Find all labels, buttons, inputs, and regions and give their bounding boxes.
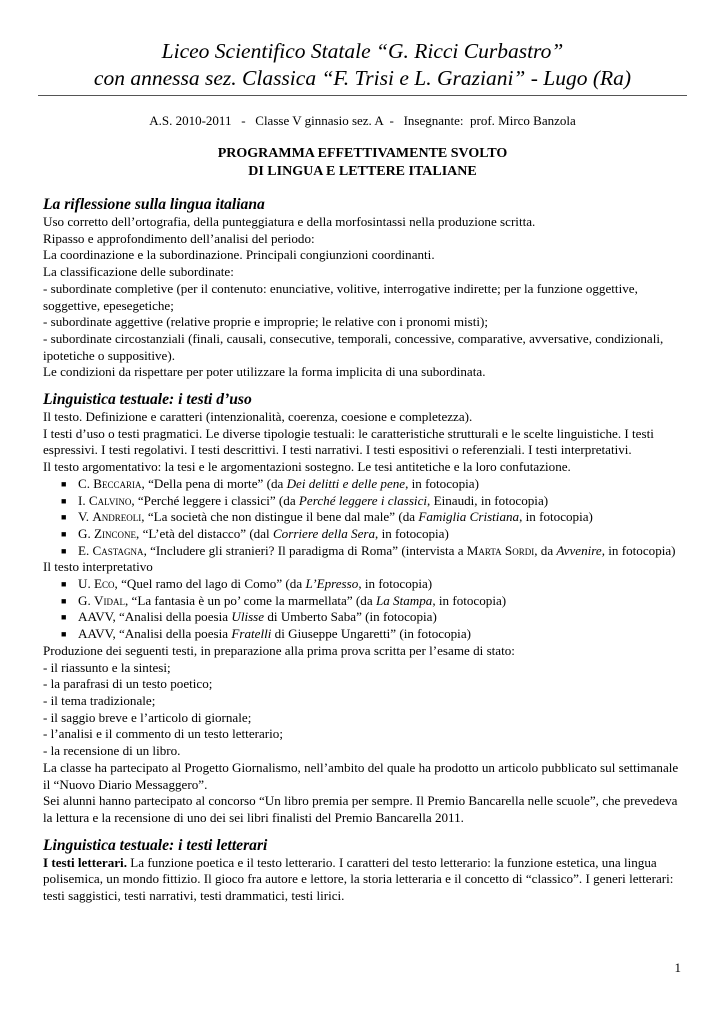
bullet-square-icon: ■ [61, 612, 67, 623]
bullet-square-icon: ■ [61, 528, 67, 539]
section-heading-lingua: La riflessione sulla lingua italiana [43, 196, 265, 213]
item-text: , “Quel ramo del lago di Como” (da [114, 576, 306, 592]
author-initial: C. [78, 475, 94, 491]
author-name: Beccaria [93, 475, 142, 491]
header-line-1: Liceo Scientifico Statale “G. Ricci Curbastro” [161, 39, 564, 63]
section-lingua-body [43, 214, 688, 381]
source-title: L’Epresso [305, 576, 359, 592]
item-text: , “Perché leggere i classici” (da [131, 492, 299, 508]
source-title: Fratelli [231, 626, 272, 642]
item-text: , “Della pena di morte” (da [141, 475, 287, 491]
item-text: , “Includere gli stranieri? Il paradigma di Roma” (intervista a [143, 542, 467, 558]
source-title: Corriere della Sera [272, 525, 376, 541]
bullet-square-icon: ■ [61, 629, 67, 640]
author-initial: V. [78, 509, 93, 525]
header-line-2: con annessa sez. Classica “F. Trisi e L. Graziani” - Lugo (Ra) [93, 66, 632, 90]
author-name: Andreoli [92, 509, 142, 525]
bullet-square-icon: ■ [61, 595, 67, 606]
reading-list-item [43, 626, 688, 643]
paragraph-line: Sei alunni hanno partecipato al concorso “Un libro premia per sempre. Il Premio Bancarella nelle scuole”, che prevedeva la lettura e la recensione di uno dei sei libri finalisti del Premio Bancarella 2011. [43, 793, 678, 825]
paragraph-line: Il testo interpretativo [43, 559, 153, 575]
author-initial: I. [78, 492, 89, 508]
item-text: di Umberto Saba” (in fotocopia) [264, 609, 437, 625]
lead-term: I testi letterari. [43, 854, 127, 870]
source-title: Famiglia Cristiana [418, 509, 520, 525]
item-text: , da [534, 542, 557, 558]
document-body [43, 195, 688, 905]
source-title: La Stampa [375, 592, 433, 608]
item-text: AAVV, “Analisi della poesia [78, 609, 232, 625]
paragraph-line: - il saggio breve e l’articolo di giornale; [43, 709, 252, 725]
paragraph-line: - il riassunto e la sintesi; [43, 659, 171, 675]
paragraph-line: - subordinate completive (per il contenuto: enunciative, volitive, interrogative indirette; per la funzione oggettive, soggettive, epesegetiche; [43, 280, 638, 313]
section-heading-testi-letterari: Linguistica testuale: i testi letterari [43, 836, 268, 854]
author-name: Zincone [94, 525, 137, 541]
reading-list-item [43, 576, 688, 593]
source-title: Ulisse [231, 609, 265, 625]
paragraph-line: Produzione dei seguenti testi, in preparazione alla prima prova scritta per l’esame di stato: [43, 642, 515, 658]
paragraph-line: La coordinazione e la subordinazione. Principali congiunzioni coordinanti. [43, 247, 435, 263]
bullet-square-icon: ■ [61, 478, 67, 489]
bullet-square-icon: ■ [61, 545, 67, 556]
author-name: Calvino [88, 492, 132, 508]
author-initial: E. [78, 542, 93, 558]
class-info: A.S. 2010-2011 - Classe V ginnasio sez. A - Insegnante: prof. Mirco Banzola [149, 113, 576, 128]
item-text: , in fotocopia) [358, 576, 433, 592]
section-testi-uso-body [43, 409, 688, 827]
item-text: , Einaudi, in fotocopia) [427, 492, 549, 508]
bullet-square-icon: ■ [61, 579, 67, 590]
item-text: , “La fantasia è un po’ come la marmellata” (da [124, 592, 376, 608]
source-title: Perché leggere i classici [298, 492, 428, 508]
reading-list-item [43, 526, 688, 543]
paragraph-line: - subordinate circostanziali (finali, causali, consecutive, temporali, concessive, comparative, avversative, condizionali, ipotetiche o suppositive). [43, 330, 664, 363]
item-text: di Giuseppe Ungaretti” (in fotocopia) [271, 626, 471, 642]
paragraph-line: Il testo argomentativo: la tesi e le argomentazioni sostegno. Le tesi antitetiche e la loro confutazione. [43, 459, 571, 475]
paragraph-text: La funzione poetica e il testo letterario. I caratteri del testo letterario: la funzione estetica, una lingua polisemica, un mondo fittizio. Il gioco fra autore e lettore, la storia letteraria e il concetto di “classico”. I generi letterari: testi saggistici, testi narrativi, testi drammatici, testi lirici. [43, 854, 674, 904]
section-heading-testi-uso: Linguistica testuale: i testi d’uso [43, 391, 252, 409]
paragraph-line: - l’analisi e il commento di un testo letterario; [43, 726, 283, 742]
source-title: Avvenire [556, 542, 602, 558]
header-divider [38, 95, 687, 96]
reading-list-item [43, 609, 688, 626]
author-initial: U. [78, 576, 95, 592]
paragraph-line: Ripasso e approfondimento dell’analisi del periodo: [43, 230, 315, 246]
item-text: , in fotocopia) [432, 592, 507, 608]
bullet-square-icon: ■ [61, 495, 67, 506]
school-header [0, 38, 725, 92]
paragraph-line: - la recensione di un libro. [43, 743, 181, 759]
item-text: , in fotocopia) [601, 542, 676, 558]
paragraph-line: Uso corretto dell’ortografia, della punteggiatura e della morfosintassi nella produzione scritta. [43, 214, 536, 229]
source-title: Dei delitti e delle pene [286, 475, 406, 491]
author-name: Marta Sordi [466, 542, 535, 558]
paragraph-line: La classificazione delle subordinate: [43, 264, 234, 280]
item-text: , in fotocopia) [405, 475, 479, 491]
reading-list-item [43, 476, 688, 493]
paragraph-line: Il testo. Definizione e caratteri (intenzionalità, coerenza, coesione e completezza). [43, 409, 473, 425]
document-title [0, 145, 725, 181]
item-text: AAVV, “Analisi della poesia [78, 626, 232, 642]
paragraph-line: - la parafrasi di un testo poetico; [43, 676, 213, 692]
bullet-square-icon: ■ [61, 512, 67, 523]
title-line-1: PROGRAMMA EFFETTIVAMENTE SVOLTO [217, 146, 508, 161]
title-line-2: DI LINGUA E LETTERE ITALIANE [248, 164, 477, 179]
item-text: , “La società che non distingue il bene dal male” (da [141, 509, 419, 525]
page-number: 1 [674, 960, 681, 975]
author-name: Vidal [94, 592, 125, 608]
paragraph-line: - subordinate aggettive (relative proprie e improprie; le relative con i pronomi misti); [43, 314, 489, 330]
reading-list-item [43, 493, 688, 510]
item-text: , in fotocopia) [519, 509, 593, 525]
section-testi-letterari-body [43, 855, 688, 905]
argumentative-reading-list [43, 476, 688, 560]
paragraph-line: La classe ha partecipato al Progetto Giornalismo, nell’ambito del quale ha prodotto un articolo pubblicato sul settimanale il “Nuovo Diario Messaggero”. [43, 759, 679, 792]
reading-list-item [43, 543, 688, 560]
interpretative-reading-list [43, 576, 688, 643]
author-name: Castagna [92, 542, 144, 558]
author-initial: G. [78, 525, 95, 541]
item-text: , “L’età del distacco” (dal [136, 525, 273, 541]
item-text: , in fotocopia) [375, 525, 449, 541]
author-name: Eco [94, 576, 115, 592]
paragraph-line: I testi d’uso o testi pragmatici. Le diverse tipologie testuali: le caratteristiche strutturali e le scelte linguistiche. I testi espressivi. I testi regolativi. I testi descrittivi. I testi narrativi. I testi espositivi o referenziali. I testi interpretativi. [43, 425, 654, 458]
paragraph-line: - il tema tradizionale; [43, 692, 156, 708]
reading-list-item [43, 509, 688, 526]
paragraph-line: Le condizioni da rispettare per poter utilizzare la forma implicita di una subordinata. [43, 364, 486, 380]
reading-list-item [43, 593, 688, 610]
author-initial: G. [78, 592, 95, 608]
